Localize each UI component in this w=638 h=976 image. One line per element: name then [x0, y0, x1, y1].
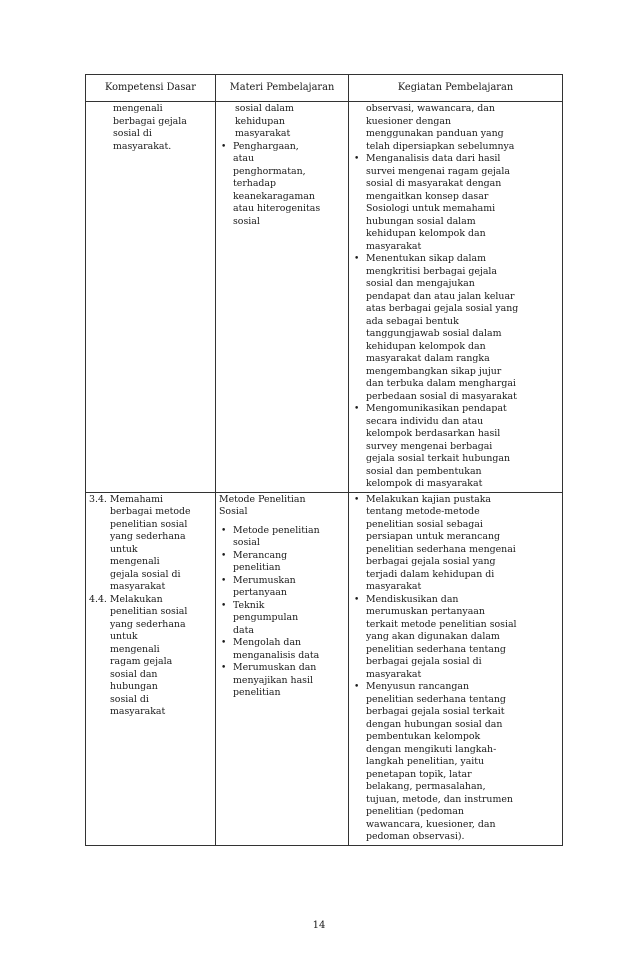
text-line: penghormatan, — [233, 165, 306, 177]
materi-text — [219, 103, 345, 141]
text-line: menyajikan hasil — [233, 674, 313, 686]
list-item — [219, 575, 345, 600]
text-line: Sosiologi untuk memahami — [366, 203, 496, 214]
text-line: observasi, wawancara, dan — [366, 103, 495, 114]
text-line: mengenali — [110, 643, 160, 655]
text-line: masyarakat — [366, 581, 422, 592]
text-line: • Menentukan sikap dalam — [366, 253, 486, 264]
text-line: • Mengomunikasikan pendapat — [366, 403, 507, 414]
text-line: penelitian (pedoman — [366, 806, 464, 817]
list-item — [219, 141, 345, 229]
text-line: berbagai gejala — [113, 115, 187, 127]
text-line: • Merumuskan dan — [233, 662, 317, 673]
text-line: mengenali — [113, 103, 163, 114]
text-line: dan terbuka dalam menghargai — [366, 378, 516, 389]
header-kegiatan-pembelajaran: Kegiatan Pembelajaran — [349, 75, 563, 102]
text-line: pertanyaan — [233, 587, 287, 598]
text-line: merumuskan pertanyaan — [366, 606, 485, 617]
list-item — [352, 494, 559, 594]
text-line: berbagai gejala sosial di — [366, 656, 482, 667]
text-line: data — [233, 624, 254, 636]
text-line: ada sebagai bentuk — [366, 315, 459, 327]
text-line: pendapat dan atau jalan keluar — [366, 290, 515, 302]
text-line: pembentukan kelompok — [366, 731, 481, 742]
text-line: tentang metode-metode — [366, 506, 480, 517]
text-line: • Merancang — [233, 549, 288, 561]
text-line: berbagai gejala sosial terkait — [366, 706, 505, 717]
text-line: penelitian sederhana tentang — [366, 643, 506, 655]
table-header-row — [86, 75, 563, 102]
text-line: sosial dalam — [235, 103, 294, 114]
list-item — [219, 600, 345, 638]
text-line: yang akan digunakan dalam — [366, 631, 500, 642]
text-line: sosial dan mengajukan — [366, 278, 475, 289]
text-line: telah dipersiapkan sebelumnya — [366, 140, 515, 152]
text-line: sosial dan pembentukan — [366, 465, 482, 477]
list-item — [352, 403, 559, 491]
list-item — [219, 525, 345, 550]
text-line: sosial — [233, 215, 260, 227]
text-line: masyarakat — [366, 668, 422, 680]
text-line: sosial di — [110, 693, 149, 705]
text-line: masyarakat — [110, 706, 166, 717]
text-line: masyarakat — [110, 581, 166, 592]
text-line: pengumpulan — [233, 612, 299, 623]
curriculum-table — [85, 74, 563, 846]
text-line: penelitian sederhana mengenai — [366, 543, 516, 555]
text-line: yang sederhana — [110, 531, 186, 542]
text-line: belakang, permasalahan, — [366, 781, 486, 792]
text-line: terjadi dalam kehidupan di — [366, 568, 495, 580]
text-line: menggunakan panduan yang — [366, 128, 504, 139]
list-item — [352, 253, 559, 403]
text-line: kuesioner dengan — [366, 115, 451, 127]
table-row — [86, 492, 563, 845]
text-line: sosial dan — [110, 668, 158, 680]
text-line: atau — [233, 153, 254, 164]
text-line: hubungan sosial dalam — [366, 215, 476, 227]
text-line: wawancara, kuesioner, dan — [366, 818, 496, 830]
text-line: tanggungjawab sosial dalam — [366, 328, 502, 339]
text-line: • Metode penelitian — [233, 524, 320, 536]
kd-text — [89, 103, 212, 153]
text-line: kehidupan kelompok dan — [366, 228, 486, 239]
kegiatan-cell — [349, 492, 563, 845]
text-line: yang sederhana — [110, 618, 186, 630]
text-line: penelitian sosial — [110, 518, 188, 530]
header-materi-pembelajaran: Materi Pembelajaran — [216, 75, 349, 102]
text-line: kehidupan — [235, 115, 285, 127]
text-line: penelitian — [233, 562, 281, 573]
text-line: untuk — [110, 543, 138, 555]
text-line: masyarakat dalam rangka — [366, 353, 490, 364]
text-line: survey mengenai berbagai — [366, 440, 493, 452]
text-line: menganalisis data — [233, 649, 320, 661]
text-line: • Penghargaan, — [233, 140, 299, 152]
text-line: mengembangkan sikap jujur — [366, 365, 502, 377]
text-line: kehidupan kelompok dan — [366, 340, 486, 352]
text-line: mengenali — [110, 556, 160, 567]
text-line: ragam gejala — [110, 656, 173, 667]
text-line: mengaitkan konsep dasar — [366, 190, 489, 202]
list-item — [219, 662, 345, 700]
text-line: keanekaragaman — [233, 190, 315, 202]
text-line: untuk — [110, 631, 138, 642]
text-line: secara individu dan atau — [366, 415, 484, 427]
text-line: kelompok di masyarakat — [366, 478, 483, 489]
text-line: • Mengolah dan — [233, 637, 302, 648]
text-line: penelitian sosial sebagai — [366, 518, 483, 530]
kegiatan-list — [352, 153, 559, 491]
text-line: sosial — [233, 537, 260, 548]
kd-text — [89, 494, 212, 719]
text-line: masyarakat — [235, 128, 291, 139]
materi-lead — [219, 494, 345, 519]
kd-body — [89, 506, 212, 594]
text-line: tujuan, metode, dan instrumen — [366, 793, 513, 805]
text-line: penelitian sosial — [110, 606, 188, 617]
kd-body — [89, 606, 212, 719]
text-line: masyarakat. — [113, 140, 172, 152]
list-item — [352, 594, 559, 682]
text-line: sosial di — [113, 128, 152, 139]
kegiatan-list — [352, 494, 559, 844]
text-line: berbagai metode — [110, 506, 191, 517]
text-line: penelitian — [233, 687, 281, 698]
text-line: dengan hubungan sosial dan — [366, 718, 503, 730]
kegiatan-cell — [349, 102, 563, 493]
list-item — [219, 637, 345, 662]
text-line: penetapan topik, latar — [366, 768, 472, 780]
text-line: terhadap — [233, 178, 277, 189]
text-line: Sosial — [219, 506, 248, 517]
text-line: atau hiterogenitas — [233, 203, 321, 214]
text-line: survei mengenai ragam gejala — [366, 165, 510, 177]
text-line: terkait metode penelitian sosial — [366, 618, 517, 630]
text-line: • Melakukan kajian pustaka — [366, 493, 492, 505]
text-line: dengan mengikuti langkah- — [366, 743, 497, 755]
list-item — [352, 681, 559, 844]
text-line: persiapan untuk merancang — [366, 531, 501, 542]
text-line: hubungan — [110, 681, 158, 692]
text-line: mengkritisi berbagai gejala — [366, 265, 498, 277]
materi-cell — [216, 492, 349, 845]
kegiatan-text — [352, 103, 559, 153]
text-line: gejala sosial terkait hubungan — [366, 453, 511, 464]
text-line: pedoman observasi). — [366, 831, 465, 842]
text-line: penelitian sederhana tentang — [366, 693, 506, 705]
text-line: gejala sosial di — [110, 568, 181, 580]
text-line: • Mendiskusikan dan — [366, 593, 459, 605]
text-line: • Teknik — [233, 599, 265, 611]
text-line: • Merumuskan — [233, 574, 296, 586]
text-line: • Menyusun rancangan — [366, 681, 470, 692]
page-number: 14 — [312, 920, 326, 931]
text-line: perbedaan sosial di masyarakat — [366, 390, 517, 402]
list-item — [219, 550, 345, 575]
text-line: sosial di masyarakat dengan — [366, 178, 502, 189]
kd-cell — [86, 492, 216, 845]
table-row — [86, 102, 563, 493]
materi-cell — [216, 102, 349, 493]
text-line: • Menganalisis data dari hasil — [366, 153, 501, 164]
materi-list — [219, 525, 345, 700]
text-line: Metode Penelitian — [219, 493, 306, 505]
text-line: atas berbagai gejala sosial yang — [366, 303, 519, 314]
header-kompetensi-dasar: Kompetensi Dasar — [86, 75, 216, 102]
text-line: langkah penelitian, yaitu — [366, 756, 485, 767]
kd-cell — [86, 102, 216, 493]
kd-heading: 4.4. Melakukan — [89, 593, 163, 605]
text-line: berbagai gejala sosial yang — [366, 556, 496, 567]
materi-list — [219, 141, 345, 229]
kd-heading: 3.4. Memahami — [89, 493, 164, 505]
text-line: kelompok berdasarkan hasil — [366, 428, 501, 439]
text-line: masyarakat — [366, 240, 422, 252]
list-item — [352, 153, 559, 253]
